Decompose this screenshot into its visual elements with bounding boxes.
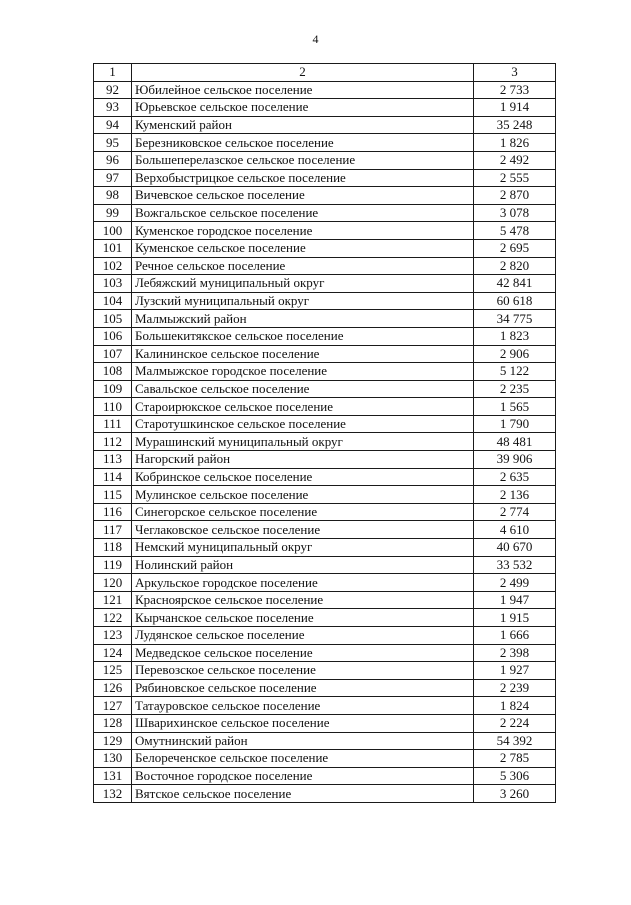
- row-value-cell: 1 927: [474, 662, 556, 680]
- row-number-cell: 108: [94, 363, 132, 381]
- table-row: [94, 116, 556, 134]
- row-number-cell: 117: [94, 521, 132, 539]
- row-number-cell: 131: [94, 767, 132, 785]
- table-row: [94, 468, 556, 486]
- row-number-cell: 123: [94, 627, 132, 645]
- table-row: [94, 750, 556, 768]
- row-number-cell: 111: [94, 415, 132, 433]
- row-number-cell: 115: [94, 486, 132, 504]
- table-row: [94, 503, 556, 521]
- row-value-cell: 2 492: [474, 151, 556, 169]
- table-row: [94, 556, 556, 574]
- table-row: [94, 169, 556, 187]
- table-row: [94, 539, 556, 557]
- row-number-cell: 128: [94, 714, 132, 732]
- row-name-cell: Старотушкинское сельское поселение: [132, 415, 474, 433]
- table-row: [94, 644, 556, 662]
- row-name-cell: Речное сельское поселение: [132, 257, 474, 275]
- table-row: [94, 714, 556, 732]
- table-row: [94, 327, 556, 345]
- row-value-cell: 2 235: [474, 380, 556, 398]
- row-value-cell: 2 239: [474, 679, 556, 697]
- row-value-cell: 5 478: [474, 222, 556, 240]
- table-row: [94, 81, 556, 99]
- row-value-cell: 1 914: [474, 99, 556, 117]
- row-value-cell: 2 499: [474, 574, 556, 592]
- row-value-cell: 2 870: [474, 187, 556, 205]
- row-number-cell: 101: [94, 239, 132, 257]
- row-value-cell: 5 122: [474, 363, 556, 381]
- header-cell-number: 1: [94, 64, 132, 82]
- row-name-cell: Восточное городское поселение: [132, 767, 474, 785]
- row-name-cell: Перевозское сельское поселение: [132, 662, 474, 680]
- row-number-cell: 130: [94, 750, 132, 768]
- row-name-cell: Куменский район: [132, 116, 474, 134]
- table-row: [94, 627, 556, 645]
- table-row: [94, 292, 556, 310]
- table-row: [94, 662, 556, 680]
- table-row: [94, 134, 556, 152]
- page-number: 4: [312, 32, 319, 46]
- table-row: [94, 257, 556, 275]
- row-value-cell: 1 824: [474, 697, 556, 715]
- row-name-cell: Нагорский район: [132, 451, 474, 469]
- row-name-cell: Чеглаковское сельское поселение: [132, 521, 474, 539]
- row-number-cell: 125: [94, 662, 132, 680]
- row-name-cell: Немский муниципальный округ: [132, 539, 474, 557]
- table-row: [94, 151, 556, 169]
- row-name-cell: Лудянское сельское поселение: [132, 627, 474, 645]
- row-value-cell: 48 481: [474, 433, 556, 451]
- table-row: [94, 697, 556, 715]
- row-value-cell: 34 775: [474, 310, 556, 328]
- row-value-cell: 2 906: [474, 345, 556, 363]
- table-row: [94, 785, 556, 803]
- table-row: [94, 204, 556, 222]
- row-value-cell: 42 841: [474, 275, 556, 293]
- table-row: [94, 433, 556, 451]
- row-number-cell: 94: [94, 116, 132, 134]
- table-row: [94, 222, 556, 240]
- row-name-cell: Синегорское сельское поселение: [132, 503, 474, 521]
- row-number-cell: 106: [94, 327, 132, 345]
- row-value-cell: 2 774: [474, 503, 556, 521]
- table-row: [94, 99, 556, 117]
- data-table: [93, 63, 556, 803]
- row-number-cell: 127: [94, 697, 132, 715]
- row-name-cell: Калининское сельское поселение: [132, 345, 474, 363]
- table-row: [94, 732, 556, 750]
- row-number-cell: 132: [94, 785, 132, 803]
- table-row: [94, 574, 556, 592]
- row-number-cell: 92: [94, 81, 132, 99]
- row-name-cell: Нолинский район: [132, 556, 474, 574]
- row-number-cell: 113: [94, 451, 132, 469]
- row-name-cell: Рябиновское сельское поселение: [132, 679, 474, 697]
- row-number-cell: 118: [94, 539, 132, 557]
- row-number-cell: 104: [94, 292, 132, 310]
- table-row: [94, 398, 556, 416]
- row-value-cell: 1 790: [474, 415, 556, 433]
- row-name-cell: Белореченское сельское поселение: [132, 750, 474, 768]
- row-value-cell: 39 906: [474, 451, 556, 469]
- row-value-cell: 2 224: [474, 714, 556, 732]
- row-value-cell: 2 695: [474, 239, 556, 257]
- row-value-cell: 1 666: [474, 627, 556, 645]
- row-value-cell: 35 248: [474, 116, 556, 134]
- row-value-cell: 1 823: [474, 327, 556, 345]
- table-header-row: [94, 64, 556, 82]
- table-row: [94, 451, 556, 469]
- table-row: [94, 380, 556, 398]
- table-row: [94, 609, 556, 627]
- row-name-cell: Березниковское сельское поселение: [132, 134, 474, 152]
- row-number-cell: 98: [94, 187, 132, 205]
- row-number-cell: 120: [94, 574, 132, 592]
- table-row: [94, 363, 556, 381]
- row-number-cell: 112: [94, 433, 132, 451]
- row-value-cell: 33 532: [474, 556, 556, 574]
- table-row: [94, 591, 556, 609]
- row-name-cell: Медведское сельское поселение: [132, 644, 474, 662]
- table-row: [94, 679, 556, 697]
- table-row: [94, 415, 556, 433]
- row-number-cell: 100: [94, 222, 132, 240]
- row-number-cell: 116: [94, 503, 132, 521]
- table-row: [94, 275, 556, 293]
- row-name-cell: Куменское сельское поселение: [132, 239, 474, 257]
- row-value-cell: 3 078: [474, 204, 556, 222]
- row-name-cell: Малмыжское городское поселение: [132, 363, 474, 381]
- row-value-cell: 54 392: [474, 732, 556, 750]
- table-row: [94, 345, 556, 363]
- row-value-cell: 1 915: [474, 609, 556, 627]
- row-number-cell: 129: [94, 732, 132, 750]
- table-row: [94, 310, 556, 328]
- table-row: [94, 767, 556, 785]
- row-name-cell: Аркульское городское поселение: [132, 574, 474, 592]
- row-number-cell: 102: [94, 257, 132, 275]
- row-name-cell: Вичевское сельское поселение: [132, 187, 474, 205]
- row-name-cell: Лузский муниципальный округ: [132, 292, 474, 310]
- row-value-cell: 2 733: [474, 81, 556, 99]
- row-name-cell: Вятское сельское поселение: [132, 785, 474, 803]
- row-name-cell: Малмыжский район: [132, 310, 474, 328]
- row-name-cell: Верхобыстрицкое сельское поселение: [132, 169, 474, 187]
- table-row: [94, 521, 556, 539]
- row-name-cell: Мурашинский муниципальный округ: [132, 433, 474, 451]
- row-number-cell: 122: [94, 609, 132, 627]
- row-name-cell: Юрьевское сельское поселение: [132, 99, 474, 117]
- row-name-cell: Кырчанское сельское поселение: [132, 609, 474, 627]
- row-name-cell: Омутнинский район: [132, 732, 474, 750]
- row-number-cell: 103: [94, 275, 132, 293]
- row-number-cell: 99: [94, 204, 132, 222]
- row-name-cell: Юбилейное сельское поселение: [132, 81, 474, 99]
- table-row: [94, 486, 556, 504]
- row-number-cell: 119: [94, 556, 132, 574]
- row-value-cell: 4 610: [474, 521, 556, 539]
- row-value-cell: 5 306: [474, 767, 556, 785]
- row-number-cell: 124: [94, 644, 132, 662]
- row-value-cell: 2 820: [474, 257, 556, 275]
- row-value-cell: 2 398: [474, 644, 556, 662]
- row-number-cell: 114: [94, 468, 132, 486]
- row-value-cell: 1 565: [474, 398, 556, 416]
- row-number-cell: 109: [94, 380, 132, 398]
- row-value-cell: 60 618: [474, 292, 556, 310]
- row-value-cell: 2 136: [474, 486, 556, 504]
- row-value-cell: 3 260: [474, 785, 556, 803]
- row-number-cell: 95: [94, 134, 132, 152]
- row-name-cell: Большекитякское сельское поселение: [132, 327, 474, 345]
- row-value-cell: 1 826: [474, 134, 556, 152]
- row-number-cell: 110: [94, 398, 132, 416]
- row-value-cell: 2 785: [474, 750, 556, 768]
- row-number-cell: 107: [94, 345, 132, 363]
- row-name-cell: Вожгальское сельское поселение: [132, 204, 474, 222]
- row-name-cell: Красноярское сельское поселение: [132, 591, 474, 609]
- table-row: [94, 187, 556, 205]
- header-cell-name: 2: [132, 64, 474, 82]
- table-row: [94, 239, 556, 257]
- row-number-cell: 105: [94, 310, 132, 328]
- row-number-cell: 126: [94, 679, 132, 697]
- row-name-cell: Кобринское сельское поселение: [132, 468, 474, 486]
- row-number-cell: 97: [94, 169, 132, 187]
- row-name-cell: Лебяжский муниципальный округ: [132, 275, 474, 293]
- row-name-cell: Староирюкское сельское поселение: [132, 398, 474, 416]
- table-body: [94, 64, 556, 803]
- row-value-cell: 1 947: [474, 591, 556, 609]
- row-value-cell: 2 555: [474, 169, 556, 187]
- row-name-cell: Большеперелазское сельское поселение: [132, 151, 474, 169]
- row-name-cell: Шварихинское сельское поселение: [132, 714, 474, 732]
- row-value-cell: 2 635: [474, 468, 556, 486]
- row-name-cell: Куменское городское поселение: [132, 222, 474, 240]
- row-number-cell: 93: [94, 99, 132, 117]
- row-value-cell: 40 670: [474, 539, 556, 557]
- row-name-cell: Татауровское сельское поселение: [132, 697, 474, 715]
- row-name-cell: Мулинское сельское поселение: [132, 486, 474, 504]
- row-number-cell: 96: [94, 151, 132, 169]
- row-name-cell: Савальское сельское поселение: [132, 380, 474, 398]
- row-number-cell: 121: [94, 591, 132, 609]
- header-cell-value: 3: [474, 64, 556, 82]
